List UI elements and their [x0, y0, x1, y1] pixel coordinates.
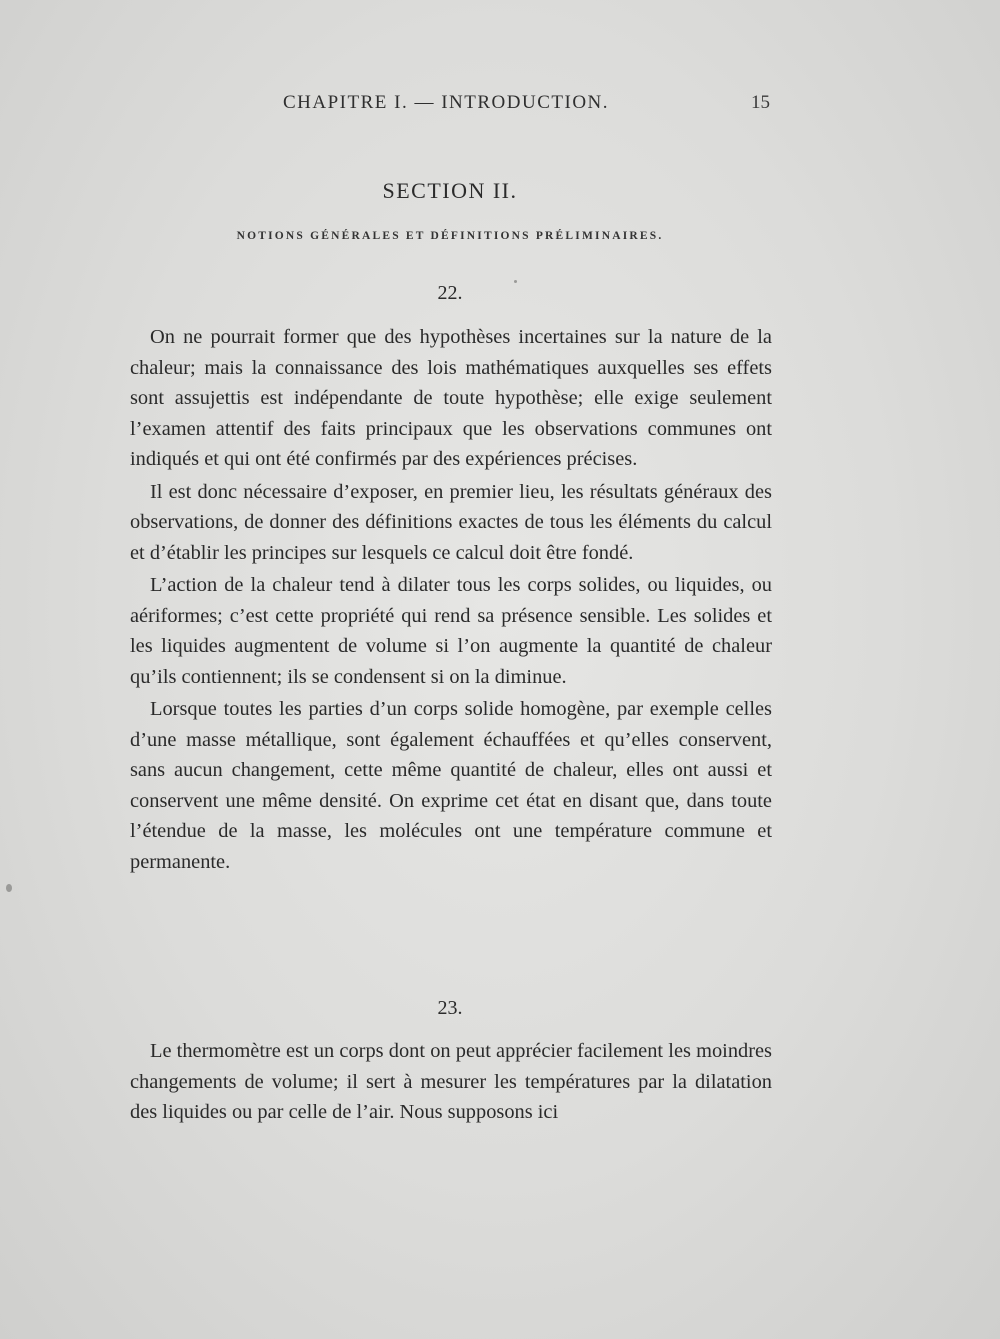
ink-speck: [6, 884, 12, 892]
page-number: 15: [751, 92, 770, 113]
article-body: [130, 1036, 772, 1130]
paragraph: Le thermomètre est un corps dont on peut apprécier facilement les moindres changements de volume; il sert à mesurer les températures par la dilatation des liquides ou par celle de l’air. Nous supposons ici: [130, 1040, 772, 1123]
paragraph: Lorsque toutes les parties d’un corps solide homogène, par exemple celles d’une masse métallique, sont également échauffées et qu’elles conservent, sans aucun changement, cette même quantité de chaleur, elles ont aussi et conservent une même densité. On exprime cet état en disant que, dans toute l’étendue de la masse, les molécules ont une température commune et permanente.: [130, 698, 772, 873]
section-subheading: NOTIONS GÉNÉRALES ET DÉFINITIONS PRÉLIMINAIRES.: [236, 230, 664, 242]
ink-speck: [514, 280, 517, 283]
paragraph: Il est donc nécessaire d’exposer, en premier lieu, les résultats généraux des observations, de donner des définitions exactes de tous les éléments du calcul et d’établir les principes sur lesquels ce calcul doit être fondé.: [130, 480, 772, 564]
paragraph: L’action de la chaleur tend à dilater tous les corps solides, ou liquides, ou aériformes; c’est cette propriété qui rend sa présence sensible. Les solides et les liquides augmentent de volume si l’on augmente la quantité de chaleur qu’ils contiennent; ils se condensent si on la diminue.: [130, 574, 772, 688]
article-body: [130, 322, 772, 879]
running-head: [130, 92, 770, 118]
paragraph: On ne pourrait former que des hypothèses incertaines sur la nature de la chaleur; mais la connaissance des lois mathématiques auxquelles ses effets sont assujettis est indépendante de toute hypothèse; elle exige seulement l’examen attentif des faits principaux que les observations communes ont indiqués et qui ont été confirmés par des expériences précises.: [130, 326, 772, 470]
section-heading: SECTION II.: [382, 178, 518, 203]
article-number: 23.: [437, 997, 463, 1019]
article-number: 22.: [437, 282, 463, 304]
running-title: CHAPITRE I. — INTRODUCTION.: [283, 92, 610, 113]
